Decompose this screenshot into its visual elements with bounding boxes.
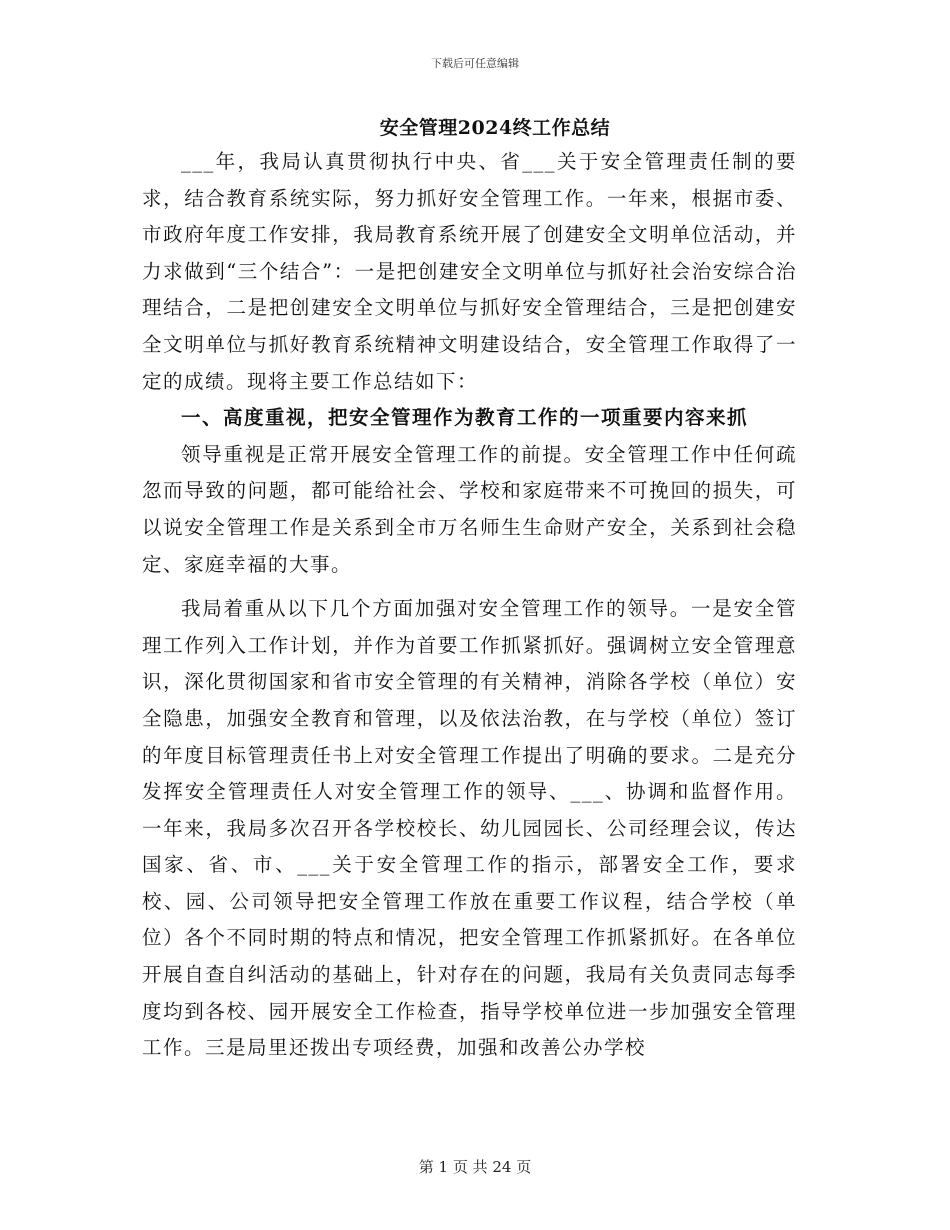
header-note: 下载后可任意编辑 bbox=[431, 57, 519, 70]
document-title: 安全管理2024终工作总结 bbox=[379, 117, 611, 139]
paragraph-measures: 我局着重从以下几个方面加强对安全管理工作的领导。一是安全管理工作列入工作计划，并作为首要工作抓紧抓好。强调树立安全管理意识，深化贯彻国家和省市安全管理的有关精神，消除各学校（单位）安全隐患，加强安全教育和管理，以及依法治教，在与学校（单位）签订的年度目标管理责任书上对安全管理工作提出了明确的要求。二是充分发挥安全管理责任人对安全管理工作的领导、___、协调和监督作用。一年来，我局多次召开各学校校长、幼儿园园长、公司经理会议，传达国家、省、市、___关于安全管理工作的指示，部署安全工作，要求校、园、公司领导把安全管理工作放在重要工作议程，结合学校（单位）各个不同时期的特点和情况，把安全管理工作抓紧抓好。在各单位开展自查自纠活动的基础上，针对存在的问题，我局有关负责同志每季度均到各校、园开展安全工作检查，指导学校单位进一步加强安全管理工作。三是局里还拨出专项经费，加强和改善公办学校 bbox=[142, 597, 797, 1060]
paragraph-leadership: 领导重视是正常开展安全管理工作的前提。安全管理工作中任何疏忽而导致的问题，都可能给社会、学校和家庭带来不可挽回的损失，可以说安全管理工作是关系到全市万名师生生命财产安全，关系到社会稳定、家庭幸福的大事。 bbox=[142, 442, 797, 576]
page-number: 第 1 页 共 24 页 bbox=[418, 1158, 532, 1176]
section-heading-1: 一、高度重视，把安全管理作为教育工作的一项重要内容来抓 bbox=[181, 406, 749, 430]
document-body bbox=[142, 144, 797, 1067]
paragraph-intro: ___年，我局认真贯彻执行中央、省___关于安全管理责任制的要求，结合教育系统实际，努力抓好安全管理工作。一年来，根据市委、市政府年度工作安排，我局教育系统开展了创建安全文明单位活动，并力求做到“三个结合”：一是把创建安全文明单位与抓好社会治安综合治理结合，二是把创建安全文明单位与抓好安全管理结合，三是把创建安全文明单位与抓好教育系统精神文明建设结合，安全管理工作取得了一定的成绩。现将主要工作总结如下： bbox=[142, 150, 797, 393]
